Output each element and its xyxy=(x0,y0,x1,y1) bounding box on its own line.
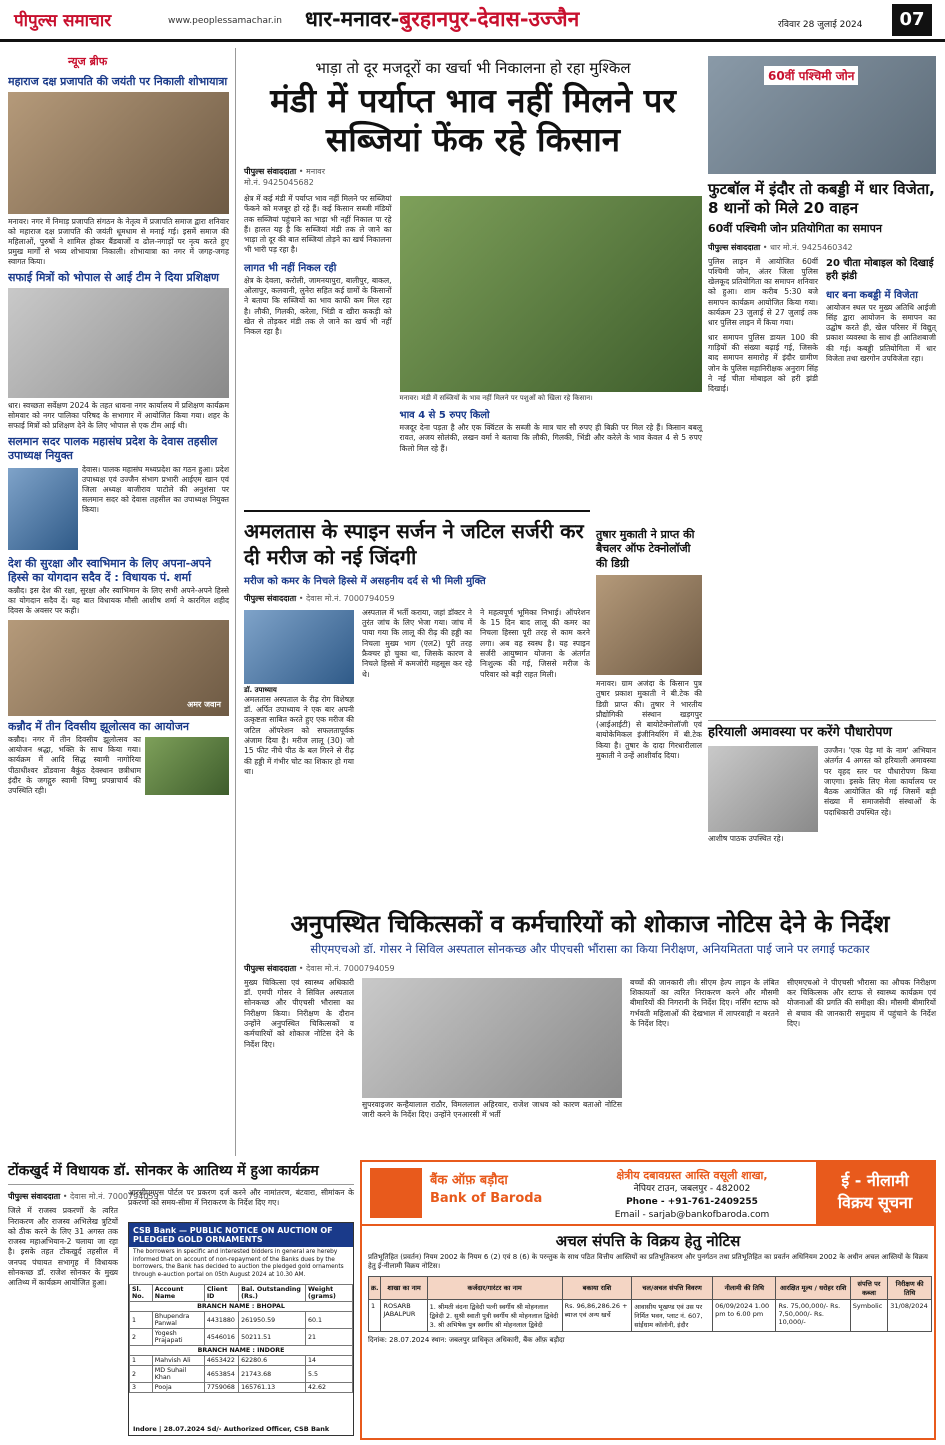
csb-table-cell: 2 xyxy=(130,1329,153,1346)
csb-table-cell: Pooja xyxy=(152,1383,204,1393)
main-byline-place: मनावर xyxy=(306,166,326,176)
bob-name-en: Bank of Baroda xyxy=(430,1190,543,1206)
showcause-byline-name: पीपुल्स संवाददाता xyxy=(244,963,297,973)
page-number: 07 xyxy=(892,4,932,36)
csb-column-header: Bal. Outstanding (Rs.) xyxy=(239,1285,306,1302)
csb-footer: Indore | 28.07.2024 Sd/- Authorized Officer, CSB Bank xyxy=(133,1425,330,1433)
amaltas-body-2: अस्पताल में भर्ती कराया, जहां डॉक्टर ने तुरंत जांच के लिए भेजा गया। जांच में पाया गया कि लालू की रीढ़ की हड्डी का निचला मुख्य भाग (एल2) पूरी तरह फ्रैक्चर हो चुका था, जिसके कारण वे निचले हिस्से में कमजोरी महसूस कर रहे थे। xyxy=(362,607,472,679)
csb-table-cell: 21743.68 xyxy=(239,1366,306,1383)
hospital-photo-caption: सुपरवाइजर कन्हैयालाल राठौर, विमललाल अहिरवार, राजेश जाधव को कारण बताओ नोटिस जारी करने के निर्देश दिए। उन्होंने एनआरसी में भर्ती xyxy=(362,1099,622,1120)
csb-brand: CSB Bank xyxy=(133,1226,177,1235)
plantation-caption: आशीष पाठक उपस्थित रहे। xyxy=(708,833,784,843)
sports-byline: पीपुल्स संवाददाता • धार मो.नं. 9425460342 xyxy=(708,242,853,252)
bob-column-header: निरीक्षण की तिथि xyxy=(888,1276,932,1299)
main-story xyxy=(244,48,702,776)
brief-body-2: धार। स्वच्छता सर्वेक्षण 2024 के तहत धावना नगर कार्यालय में प्रशिक्षण कार्यक्रम सोमवार को नगर पालिका परिषद के सभागार में आयोजित किया गया। शहर के सफाई मित्रों को प्रशिक्षण देने के लिए भोपाल से एक टीम आई थी। xyxy=(8,400,229,431)
sports-body-3: आयोजन स्थल पर मुख्य अतिथि आईजी सिंह द्वारा आयोजन के समापन का उद्घोष करते ही, खेल परिसर में विद्युत् प्रकाश व्यवस्था के साथ ही आतिशबाजी की गई। कबड्डी प्रतियोगिता में धार विजेता तथा खरगोन उपविजेता रहा। xyxy=(826,302,936,364)
csb-table-row xyxy=(130,1312,353,1329)
brief-body-4: कन्नौद। इस देश की रक्षा, सुरक्षा और स्वाभिमान के लिए सभी अपने-अपने हिस्से का योगदान सदैव दें। यह बात विधायक मौसी आशीष शर्मा ने कारगिल शहीद दिवस के अवसर पर कही। xyxy=(8,586,229,616)
bob-email[interactable]: Email - sarjab@bankofbaroda.com xyxy=(614,1209,770,1220)
bob-column-header: नीलामी की तिथि xyxy=(713,1276,776,1299)
kabaddi-subhead: धार बना कबड्डी में विजेता xyxy=(826,289,918,301)
bob-auction-line1: ई - नीलामी xyxy=(841,1171,909,1190)
bob-column-header: संपत्ति पर कब्जा xyxy=(850,1276,888,1299)
csb-branch-name: BRANCH NAME : BHOPAL xyxy=(130,1302,353,1312)
showcause-body-2: बच्चों की जानकारी ली। सीएम हेल्प लाइन के लंबित शिकायतों का त्वरित निराकरण करने और मौसमी बीमारियों की निगरानी के निर्देश दिए। नर्सिंग स्टाफ को गर्भवती महिलाओं की देखभाल में लापरवाही न बरतने के निर्देश दिए। xyxy=(630,977,779,1029)
amaltas-body-1: अमलतास अस्पताल के रीढ़ रोग विशेषज्ञ डॉ. अर्पित उपाध्याय ने एक बार अपनी उत्कृष्टता साबित करते हुए एक मरीज की जटिल ऑपरेशन को सफलतापूर्वक अंजाम दिया है। मरीज लालू (30) जो 15 फीट नीचे पीठ के बल गिरने से रीढ़ की हड्डी में गंभीर चोट का शिकार हो गया था। xyxy=(244,694,354,776)
bob-column-header: चल/अचल संपत्ति विवरण xyxy=(632,1276,713,1299)
tonkkhurd-byline-place: देवास xyxy=(70,1192,87,1202)
bob-table-cell: 06/09/2024 1.00 pm to 6.00 pm xyxy=(713,1299,776,1331)
csb-table-cell: 3 xyxy=(130,1383,153,1393)
showcause-byline: पीपुल्स संवाददाता • देवास मो.नं. 7000794059 xyxy=(244,963,395,973)
bob-column-header: क्र. xyxy=(369,1276,381,1299)
amaltas-byline-mobile: मो.नं. 7000794059 xyxy=(324,593,395,603)
tonkkhurd-byline: पीपुल्स संवाददाता • देवास मो.नं. 7000794059 xyxy=(8,1192,159,1202)
tushar-story xyxy=(596,528,702,761)
tushar-body: मनावर। ग्राम अजंदा के किसान पुत्र तुषार प्रकाश मुकाती ने बी.टेक की डिग्री प्राप्त की। तुषार ने भारतीय प्रौद्योगिकी संस्थान खड़गपुर (आईआईटी) से बायोटेक्नोलॉजी एवं बायोकेमिकल इंजीनियरिंग में बी.टेक किया है। तुषार के दादा गिरधारीलाल मुकाती ने उन्हें आशीर्वाद दिया। xyxy=(596,678,702,761)
bob-notice-title: अचल संपत्ति के विक्रय हेतु नोटिस xyxy=(555,1232,741,1250)
tushar-headline: तुषार मुकाती ने प्राप्त की बैचलर ऑफ टेक्नोलॉजी की डिग्री xyxy=(596,528,695,570)
sports-headline: फुटबॉल में इंदौर तो कबड्डी में धार विजेता, 8 थानों को मिले 20 वाहन xyxy=(708,180,935,217)
main-byline-name: पीपुल्स संवाददाता xyxy=(244,166,297,176)
main-body-3: मजदूर देना पड़ता है और एक क्विंटल के सब्जी के मात्र चार सौ रुपए ही बिक्री पर मिल रहे हैं। किसान बबलू रावत, अजय सोलंकी, लखन वर्मा ने बताया कि लौकी, गिलकी, भिंडी और करेले के भाव केवल 4 से 5 रुपए किलो मिल रहे हैं। xyxy=(399,422,702,453)
amaltas-byline-place: देवास xyxy=(306,593,323,603)
doctor-caption: डॉ. उपाध्याय xyxy=(244,685,277,694)
csb-table-cell: 4546016 xyxy=(204,1329,238,1346)
showcause-body-3: सीएमएचओ ने पीएचसी भौरासा का औचक निरीक्षण कर चिकित्सक और स्टाफ से स्वास्थ्य कार्यक्रम एवं योजनाओं की प्रगति की समीक्षा की। मौसमी बीमारियों से बचाव की जानकारी समुदाय में पहुंचाने के निर्देश दिए। xyxy=(787,977,936,1029)
chita-mobile-head: 20 चीता मोबाइल को दिखाई हरी झंडी xyxy=(826,257,934,282)
plantation-story xyxy=(708,720,936,844)
training-photo xyxy=(8,288,229,398)
main-kicker: भाड़ा तो दूर मजदूरों का खर्चा भी निकालना हो रहा मुश्किल xyxy=(315,59,631,77)
bob-auction-banner xyxy=(816,1162,934,1224)
sports-subhead: 60वीं पश्चिमी जोन प्रतियोगिता का समापन xyxy=(708,221,883,235)
amar-jawan-photo xyxy=(8,620,229,716)
newspaper-logo: पीपुल्स समाचार xyxy=(14,11,112,31)
salman-portrait xyxy=(8,468,78,550)
csb-table-cell: 165761.13 xyxy=(239,1383,306,1393)
hospital-inspection-photo xyxy=(362,978,622,1098)
sports-byline-place: धार xyxy=(770,242,781,252)
csb-table-cell: Mahvish Ali xyxy=(152,1356,204,1366)
tonkkhurd-story xyxy=(8,1160,354,1440)
main-subhead-2: भाव 4 से 5 रुपए किलो xyxy=(399,409,490,421)
csb-intro: The borrowers in specific and interested bidders in general are hereby informed that on account of non-repayment of the Banks dues by the borrowers, the Bank has decided to auction the pledged gold ornaments through e-auction portal on 05th August 2024 at 10.30 AM. xyxy=(133,1249,344,1278)
page-header xyxy=(0,0,945,42)
plantation-headline: हरियाली अमावस्या पर करेंगे पौधारोपण xyxy=(708,725,892,740)
amaltas-headline: अमलतास के स्पाइन सर्जन ने जटिल सर्जरी कर दी मरीज को नई जिंदगी xyxy=(244,519,584,570)
bob-column-header: बकाया राशि xyxy=(562,1276,632,1299)
region-prefix: धार-मनावर- xyxy=(305,7,400,31)
csb-table-row xyxy=(130,1356,353,1366)
bob-table-cell: ROSARB JABALPUR xyxy=(381,1299,427,1331)
bob-office-title: क्षेत्रीय दबावग्रस्त आस्ति वसूली शाखा, xyxy=(616,1169,768,1182)
csb-table-cell: 4653422 xyxy=(204,1356,238,1366)
bob-column-header: कर्जदार/गारंटर का नाम xyxy=(427,1276,562,1299)
region-title xyxy=(305,5,579,33)
bob-table-cell: 1. श्रीमती वंदना द्विवेदी पत्नी स्वर्गीय श्री मोहनलाल द्विवेदी 2. सुश्री स्वाती पुत्री स्वर्गीय श्री मोहनलाल द्विवेदी 3. श्री अभिषेक पुत्र स्वर्गीय श्री मोहनलाल द्विवेदी xyxy=(427,1299,562,1331)
bob-name-hindi: बैंक ऑफ़ बड़ौदा xyxy=(430,1173,508,1188)
csb-table-cell: 4653854 xyxy=(204,1366,238,1383)
csb-column-header: Account Name xyxy=(152,1285,204,1302)
main-body-2: क्षेत्र के देवला, करोली, जामनयापुरा, बालीपुर, बाकल, ओलापुर, कलवानी, लुनेरा सहित कई ग्रामों के किसानों ने बताया कि सब्जियों का भाव काफी कम मिल रहा है। लौकी, गिलकी, करेला, भिंडी व खीरा ककड़ी को खेत से तोड़कर मंडी तक ले जाने का खर्च भी नहीं निकल रहा है। xyxy=(244,275,392,337)
plantation-body: उज्जैन। 'एक पेड़ मां के नाम' अभियान अंतर्गत 4 अगस्त को हरियाली अमावस्या पर वृहद स्तर पर पौधारोपण किया जाएगा। इसके लिए मेला कार्यालय पर बैठक आयोजित की गई जिसमें बड़ी संख्या में समाजसेवी संस्थाओं के पदाधिकारी उपस्थित रहे। xyxy=(824,745,936,817)
news-brief-label: न्यूज ब्रीफ xyxy=(68,55,108,68)
amaltas-story xyxy=(244,510,590,777)
tonkkhurd-byline-name: पीपुल्स संवाददाता xyxy=(8,1192,61,1202)
showcause-body-1: मुख्य चिकित्सा एवं स्वास्थ्य अधिकारी डॉ. एमपी गोसर ने सिविल अस्पताल सोनकच्छ और पीएचसी भौरासा का निरीक्षण किया। निरीक्षण के दौरान उन्होंने अनुपस्थित चिकित्सकों व कर्मचारियों को शोकाज नोटिस देने के निर्देश दिए। xyxy=(244,977,354,1049)
bob-table-row xyxy=(369,1299,932,1331)
csb-auction-notice xyxy=(128,1222,354,1436)
csb-branch-row xyxy=(130,1346,353,1356)
csb-table-cell: 1 xyxy=(130,1356,153,1366)
csb-table-row xyxy=(130,1366,353,1383)
tonkkhurd-body: जिले में राजस्व प्रकरणों के त्वरित निराकरण और राजस्व अभिलेख त्रुटियों को ठीक करने के लिए 31 अगस्त तक राजस्व महाअभियान-2 चलाया जा रहा है। इसके तहत टोंकखुर्द तहसील में जनपद पंचायत सभागृह में विधायक सोनकच्छ डॉ. राजेश सोनकर के मुख्य आतिथ्य में कार्यक्रम आयोजित हुआ। xyxy=(8,1206,118,1288)
bob-logo-icon xyxy=(370,1168,422,1218)
bob-notice-text: प्रतिभूतिहित (प्रवर्तन) नियम 2002 के नियम 6 (2) एवं 8 (6) के परन्तुक के साथ पठित वित्तीय आस्तियों का प्रतिभूतिकरण और पुनर्गठन तथा प्रतिभूतिहित का प्रवर्तन अधिनियम 2002 के अधीन अचल आस्तियों के विक्रय हेतु ई-नीलामी विक्रय नोटिस। xyxy=(368,1253,928,1271)
csb-table-cell: MD Suhail Khan xyxy=(152,1366,204,1383)
bob-office xyxy=(577,1168,807,1221)
zone-banner: 60वीं पश्चिमी जोन xyxy=(764,66,858,85)
showcause-story xyxy=(244,910,936,1120)
csb-table-cell: 5.5 xyxy=(305,1366,352,1383)
tonkkhurd-body-right: आरसीएमएस पोर्टल पर प्रकरण दर्ज करने और नामांतरण, बंटवारा, सीमांकन के प्रकरणों को समय-सीमा में निराकरण के निर्देश दिए गए। xyxy=(128,1188,354,1208)
tonkkhurd-byline-mobile: मो.नं. 7000794059 xyxy=(88,1192,159,1202)
csb-table-row xyxy=(130,1329,353,1346)
csb-column-header: Weight (grams) xyxy=(305,1285,352,1302)
main-subhead-1: लागत भी नहीं निकल रही xyxy=(244,262,337,274)
bob-auction-line2: विक्रय सूचना xyxy=(837,1193,913,1213)
trophy-photo xyxy=(708,56,936,174)
brief-headline-5: कन्नौद में तीन दिवसीय झूलोत्सव का आयोजन xyxy=(8,719,190,733)
bob-table-cell: 1 xyxy=(369,1299,381,1331)
showcause-headline: अनुपस्थित चिकित्सकों व कर्मचारियों को शोकाज नोटिस देने के निर्देश xyxy=(290,910,890,938)
brief-body-5: कन्नौद। नगर में तीन दिवसीय झूलोत्सव का आयोजन श्रद्धा, भक्ति के साथ किया गया। कार्यक्रम में आदि सिद्ध स्वामी नागोरिया पीठाधीश्वर डोंडवाना बैकुंठ देवस्थान छत्रीधाम इंदौर के जगद्गुरु स्वामी विष्णु प्रपन्नाचार्य की उपस्थिति रही। xyxy=(8,735,141,795)
bob-table-cell: 31/08/2024 xyxy=(888,1299,932,1331)
main-body-1: क्षेत्र में कई मंडी में पर्याप्त भाव नहीं मिलने पर सब्जियां फेंकने को मजबूर हो रहे हैं। कई किसान सब्जी मंडियों तक सब्जियां पहुंचाने का भाड़ा भी नहीं निकाल पा रहे हैं। हालत यह है कि सब्जियां मंडी तक ले जाने का भाड़ा तो दूर की बात सब्जियां तोड़ने का खर्च निकालना भी भारी पड़ रहा है। xyxy=(244,193,392,255)
tonkkhurd-headline: टोंकखुर्द में विधायक डॉ. सोनकर के आतिथ्य में हुआ कार्यक्रम xyxy=(8,1160,354,1185)
amar-jawan-caption: अमर जवान xyxy=(187,699,221,709)
csb-table-cell: 42.62 xyxy=(305,1383,352,1393)
amaltas-byline-name: पीपुल्स संवाददाता xyxy=(244,593,297,603)
cattle-field-photo xyxy=(400,196,702,392)
bob-column-header: शाखा का नाम xyxy=(381,1276,427,1299)
website-link[interactable]: www.peoplessamachar.in xyxy=(168,16,282,26)
csb-column-header: Client ID xyxy=(204,1285,238,1302)
csb-table-cell: 50211.51 xyxy=(239,1329,306,1346)
amaltas-byline: पीपुल्स संवाददाता • देवास मो.नं. 7000794059 xyxy=(244,593,395,603)
csb-table-cell: 4431880 xyxy=(204,1312,238,1329)
amaltas-subhead: मरीज को कमर के निचले हिस्से में असहनीय दर्द से भी मिली मुक्ति xyxy=(244,575,486,587)
main-byline: पीपुल्स संवाददाता • मनावर मो.नं. 9425045682 xyxy=(244,166,326,187)
bob-table-cell: आवासीय भूखण्ड एवं उस पर निर्मित भवन, प्लाट नं. 607, सांईंधाम कॉलोनी, इंदौर xyxy=(632,1299,713,1331)
csb-table-cell: 1 xyxy=(130,1312,153,1329)
brief-headline-2: सफाई मित्रों को भोपाल से आई टीम ने दिया प्रशिक्षण xyxy=(8,271,219,285)
bob-table-cell: Rs. 96,86,286.26 + ब्याज एवं अन्य खर्चे xyxy=(562,1299,632,1331)
left-column xyxy=(8,48,236,1156)
csb-table-row xyxy=(130,1383,353,1393)
csb-table-cell: 14 xyxy=(305,1356,352,1366)
csb-table-cell: 2 xyxy=(130,1366,153,1383)
csb-branch-row xyxy=(130,1302,353,1312)
bob-footer: दिनांक: 28.07.2024 स्थान: जबलपुर प्राधिकृत अधिकारी, बैंक ऑफ़ बड़ौदा xyxy=(368,1335,565,1344)
cattle-photo-caption: मनावर। मंडी में सब्जियों के भाव नहीं मिलने पर पशुओं को खिला रहे किसान। xyxy=(399,393,593,402)
graduation-photo xyxy=(596,575,702,675)
right-column xyxy=(708,48,936,843)
csb-branch-name: BRANCH NAME : INDORE xyxy=(130,1346,353,1356)
csb-table xyxy=(129,1284,353,1393)
csb-table-cell: Bhupendra Panwal xyxy=(152,1312,204,1329)
sports-byline-mobile: मो.नं. 9425460342 xyxy=(782,242,853,252)
csb-table-cell: 60.1 xyxy=(305,1312,352,1329)
amaltas-body-3: ने महत्वपूर्ण भूमिका निभाई। ऑपरेशन के 15 दिन बाद लालू की कमर का निचला हिस्सा पूरी तरह से काम करने लगा। अब वह स्वस्थ है। यह स्पाइन सर्जरी आयुष्मान योजना के अंतर्गत निःशुल्क की गई, जिससे मरीज के परिवार को बड़ी राहत मिली। xyxy=(480,607,590,679)
csb-title: PUBLIC NOTICE ON AUCTION OF PLEDGED GOLD ORNAMENTS xyxy=(133,1226,333,1244)
main-byline-mobile: मो.नं. 9425045682 xyxy=(244,177,314,187)
csb-column-header: Sl. No. xyxy=(130,1285,153,1302)
showcause-byline-place: देवास xyxy=(306,963,323,973)
main-headline: मंडी में पर्याप्त भाव नहीं मिलने पर सब्जियां फेंक रहे किसान xyxy=(270,81,676,159)
csb-table-cell: Yogesh Prajapati xyxy=(152,1329,204,1346)
showcause-subhead: सीएमएचओ डॉ. गोसर ने सिविल अस्पताल सोनकच्छ और पीएचसी भौंरासा का किया निरीक्षण, अनियमितता पाई जाने पर लगाई फटकार xyxy=(310,941,870,956)
dateline: रविवार 28 जुलाई 2024 xyxy=(778,20,863,30)
brief-headline-4: देश की सुरक्षा और स्वाभिमान के लिए अपना-अपने हिस्से का योगदान सदैव दें : विधायक पं. शर्मा xyxy=(8,556,211,584)
csb-table-cell: 7759068 xyxy=(204,1383,238,1393)
bob-name xyxy=(430,1172,542,1207)
brief-headline-1: महाराज दक्ष प्रजापति की जयंती पर निकाली शोभायात्रा xyxy=(8,75,228,88)
bob-column-header: आरक्षित मूल्य / धरोहर राशि xyxy=(776,1276,850,1299)
procession-photo xyxy=(8,92,229,214)
brief-body-1: मनावर। नगर में निमाड़ प्रजापति संगठन के नेतृत्व में प्रजापति समाज द्वारा शनिवार को महाराज दक्ष प्रजापति की जयंती धूमधाम से मनाई गई। इसमें समाज की महिलाओं, पुरुषों ने शामिल होकर बैंडबाजों व ढोल-नगाड़ों पर नृत्य करते हुए प्रमुख मार्गों से भव्य शोभायात्रा निकाली। शोभायात्रा का नगर में जगह-जगह स्वागत किया। xyxy=(8,216,229,267)
sports-body-1: पुलिस लाइन में आयोजित 60वीं पश्चिमी जोन, अंतर जिला पुलिस खेलकूद प्रतियोगिता का समापन शनिवार को हुआ। शाम करीब 5:30 बजे समापन कार्यक्रम आयोजित किया गया। कार्यक्रम 23 जुलाई से 27 जुलाई तक धार पुलिस लाइन में किया गया। xyxy=(708,256,818,328)
bob-table-cell: Symbolic xyxy=(850,1299,888,1331)
bob-office-address: नेपियर टाउन, जबलपुर - 482002 xyxy=(633,1184,751,1195)
brief-headline-3: सलमान सदर पालक महासंघ प्रदेश के देवास तहसील उपाध्यक्ष नियुक्त xyxy=(8,435,218,462)
sports-byline-name: पीपुल्स संवाददाता xyxy=(708,242,761,252)
bob-table-cell: Rs. 75,00,000/- Rs. 7,50,000/- Rs. 10,000/- xyxy=(776,1299,850,1331)
doctor-portrait xyxy=(244,610,354,684)
sports-body-2: धार समापन पुलिस डायल 100 की गाड़ियों की संख्या बढ़ाई गई, जिसके बाद समापन समारोह में इंदौर ग्रामीण जोन के पुलिस महानिरीक्षक अनुराग सिंह ने नई चीता मोबाइल को हरी झंडी दिखाई। xyxy=(708,332,818,394)
csb-table-cell: 62280.6 xyxy=(239,1356,306,1366)
jhulotsav-photo xyxy=(145,737,229,795)
bob-auction-notice xyxy=(360,1160,936,1440)
csb-table-cell: 261950.59 xyxy=(239,1312,306,1329)
region-cities: बुरहानपुर-देवास-उज्जैन xyxy=(399,7,580,31)
csb-header: CSB Bank — PUBLIC NOTICE ON AUCTION OF PLEDGED GOLD ORNAMENTS xyxy=(129,1223,353,1247)
showcause-byline-mobile: मो.नं. 7000794059 xyxy=(324,963,395,973)
bob-phone: Phone - +91-761-2409255 xyxy=(626,1196,758,1207)
csb-table-cell: 21 xyxy=(305,1329,352,1346)
meeting-photo xyxy=(708,746,818,832)
brief-body-3: देवास। पालक महासंघ मध्यप्रदेश का गठन हुआ। प्रदेश उपाध्यक्ष एवं उज्जैन संभाग प्रभारी आईएम खान एवं जिला अध्यक्ष बाजीराव पाटोले की अनुशंसा पर सलमान सदर को देवास तहसील का उपाध्यक्ष नियुक्त किया। xyxy=(82,464,229,515)
bob-table xyxy=(368,1276,932,1332)
